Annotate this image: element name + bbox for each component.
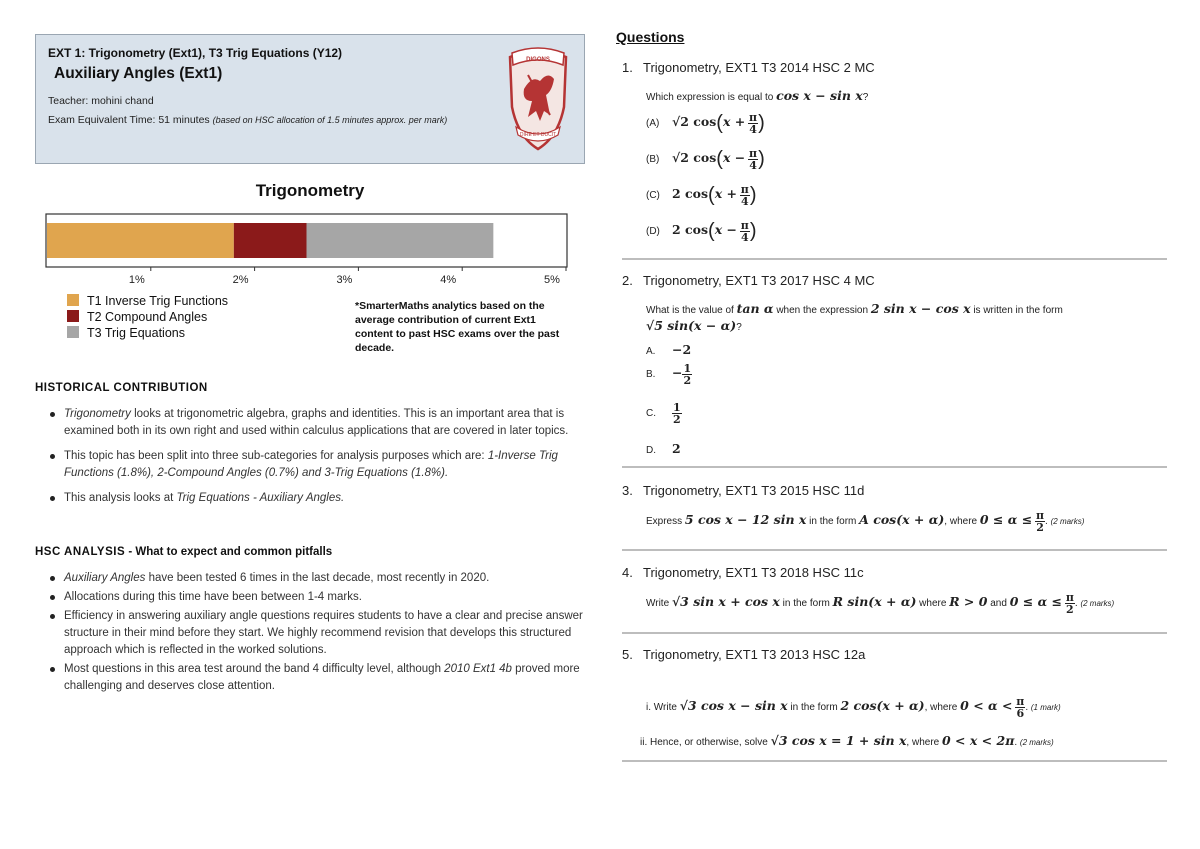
- question-5-part-i-fraction: [1015, 696, 1025, 719]
- question-1-prompt-text: Which expression is equal to: [646, 92, 774, 103]
- question-1-option-b-label: (B): [646, 154, 660, 166]
- question-1-option-c[interactable]: [646, 184, 757, 207]
- question-3-prompt-part-3: , where: [944, 516, 978, 528]
- fraction-denominator: 2: [673, 413, 681, 426]
- bar-segment-1: [47, 223, 234, 258]
- question-1-option-c-op: x +: [714, 186, 737, 202]
- historical-bullet-3-text: This analysis looks at: [64, 492, 177, 504]
- question-1-title-text: Trigonometry, EXT1 T3 2014 HSC 2 MC: [643, 60, 875, 75]
- historical-heading: HISTORICAL CONTRIBUTION: [35, 382, 208, 394]
- question-2-option-b-sign: −: [672, 365, 683, 381]
- legend-swatch-t1: [67, 294, 79, 306]
- question-1-option-b-close: ): [758, 148, 765, 170]
- question-3-title-text: Trigonometry, EXT1 T3 2015 HSC 11d: [643, 483, 865, 498]
- historical-bullet-2-text: This topic has been split into three sub-categories for analysis purposes which are:: [64, 450, 488, 462]
- question-1-option-c-fraction: [740, 184, 750, 207]
- hsc-bullet-3-text: Efficiency in answering auxiliary angle questions requires students to have a clear and precise answer structure in their mind before they start. We highly recommend revision that develops this structured approach which is reflected in the worked solutions.: [64, 610, 583, 656]
- question-3-condition: 0 ≤ α ≤: [979, 512, 1033, 528]
- question-3-marks: (2 marks): [1050, 517, 1085, 527]
- question-3-fraction: [1035, 510, 1045, 533]
- question-1-option-b-fraction: [748, 148, 758, 171]
- question-1-option-b-op: x −: [722, 150, 746, 166]
- question-3-title[interactable]: [622, 483, 864, 498]
- question-1-option-c-label: (C): [646, 190, 660, 202]
- question-3-number: 3.: [622, 483, 633, 498]
- question-2-tan-expression: tan α: [736, 301, 774, 316]
- question-2-prompt-part-2: when the expression: [776, 305, 869, 316]
- question-2-form-line: √5 sin(x − α)?: [646, 318, 742, 333]
- crest-motto-text: DIRE ET DUCIT: [519, 132, 557, 138]
- question-1-option-d-label: (D): [646, 226, 660, 238]
- question-2-option-d-label: D.: [646, 445, 656, 456]
- question-1-option-a-op: x +: [722, 114, 746, 130]
- question-4-title[interactable]: [622, 565, 864, 580]
- bar-segment-3: [307, 223, 494, 258]
- x-tick-label: 3%: [336, 274, 353, 286]
- question-2-option-c-fraction: [672, 402, 682, 425]
- question-1-option-d-op: x −: [714, 222, 737, 238]
- contribution-bar-chart: [30, 205, 590, 290]
- fraction-numerator: π: [740, 183, 749, 196]
- chart-footnote: *SmarterMaths analytics based on the average contribution of current Ext1 content to past HSC exams over the past decade.: [355, 300, 560, 354]
- question-2-option-b-label: B.: [646, 369, 656, 381]
- teacher-name: mohini chand: [91, 95, 154, 107]
- topic-header-box: [35, 34, 585, 164]
- question-1-option-d-fraction: [740, 220, 750, 243]
- school-crest-icon: [506, 45, 570, 153]
- question-4-prompt-part-3: where: [919, 598, 947, 610]
- question-5-part-ii-marks: (2 marks): [1019, 738, 1054, 747]
- question-5-title[interactable]: [622, 647, 865, 662]
- hsc-bullet-2: [50, 589, 590, 606]
- question-1-option-a-close: ): [758, 112, 765, 134]
- question-1-option-d-coef: 2 cos: [672, 222, 709, 238]
- question-4-form: R sin(x + α): [832, 594, 917, 610]
- fraction-denominator: 2: [1066, 603, 1074, 616]
- question-4-prompt: Write √3 sin x + cos x in the form R sin(x + α) where R > 0 and 0 ≤ α ≤ $\frac{\pi}{2}$ . (2 marks): [646, 591, 1115, 616]
- question-5-title-text: Trigonometry, EXT1 T3 2013 HSC 12a: [643, 647, 866, 662]
- question-1-option-b[interactable]: [646, 148, 765, 171]
- fraction-numerator: π: [749, 147, 758, 160]
- legend-label-t3: T3 Trig Equations: [87, 326, 185, 340]
- fraction-numerator: π: [1035, 509, 1045, 522]
- question-5-part-ii-text-2: , where: [906, 737, 940, 748]
- legend-label-t2: T2 Compound Angles: [87, 310, 208, 324]
- legend-item-t3: [67, 326, 185, 341]
- question-1-title[interactable]: [622, 60, 875, 75]
- hsc-analysis-heading: [35, 546, 332, 558]
- question-1-option-c-coef: 2 cos: [672, 186, 709, 202]
- question-5-part-i-expression: √3 cos x − sin x: [679, 698, 788, 714]
- questions-heading: Questions: [616, 29, 685, 45]
- hsc-analysis-heading-rest: - What to expect and common pitfalls: [125, 546, 333, 558]
- hsc-bullet-1-text: have been tested 6 times in the last decade, most recently in 2020.: [145, 572, 490, 584]
- historical-bullet-1: [50, 406, 590, 440]
- question-2-option-a-label: A.: [646, 346, 656, 357]
- question-1-option-a-label: (A): [646, 118, 660, 130]
- fraction-denominator: 4: [749, 159, 757, 172]
- fraction-denominator: 6: [1016, 707, 1025, 720]
- question-2-option-c-label: C.: [646, 408, 656, 420]
- fraction-numerator: 1: [683, 362, 692, 375]
- historical-bullet-2: [50, 448, 590, 482]
- question-4-title-text: Trigonometry, EXT1 T3 2018 HSC 11c: [643, 565, 864, 580]
- question-2-prompt-part-3: is written in the form: [973, 305, 1063, 316]
- question-1-option-a-coef: √2 cos: [672, 114, 717, 130]
- question-divider: [622, 466, 1167, 468]
- legend-swatch-t2: [67, 310, 79, 322]
- x-tick-label: 2%: [232, 274, 249, 286]
- fraction-numerator: π: [749, 111, 758, 124]
- question-1-option-c-open: (: [708, 184, 715, 206]
- question-1-option-d-close: ): [749, 220, 757, 242]
- question-4-number: 4.: [622, 565, 633, 580]
- question-2-title-text: Trigonometry, EXT1 T3 2017 HSC 4 MC: [643, 273, 875, 288]
- question-2-number: 2.: [622, 273, 633, 288]
- question-1-option-d-open: (: [708, 220, 715, 242]
- chart-title: Trigonometry: [255, 181, 365, 200]
- legend-item-t1: [67, 294, 228, 309]
- question-4-marks: (2 marks): [1080, 599, 1115, 609]
- question-5-part-ii-expression: √3 cos x = 1 + sin x: [770, 733, 907, 748]
- question-5-part-i-marks: (1 mark): [1030, 703, 1061, 713]
- question-3-expression: 5 cos x − 12 sin x: [684, 512, 807, 528]
- question-4-condition-1: R > 0: [949, 594, 988, 610]
- question-2-option-b-fraction: [682, 363, 692, 386]
- question-1-option-d[interactable]: [646, 220, 757, 243]
- question-2-title[interactable]: [622, 273, 875, 288]
- x-tick-label: 5%: [544, 274, 560, 286]
- question-2-option-d-value: 2: [672, 441, 681, 456]
- historical-bullet-3-em: Trig Equations - Auxiliary Angles.: [176, 492, 345, 504]
- teacher-line: [48, 95, 154, 107]
- question-1-option-b-open: (: [716, 148, 723, 170]
- question-5-part-i-condition: 0 < α <: [960, 698, 1013, 714]
- fraction-numerator: 1: [673, 401, 681, 414]
- question-1-option-a[interactable]: [646, 112, 765, 135]
- page-title: Auxiliary Angles (Ext1): [54, 65, 223, 82]
- historical-bullet-3: [50, 490, 590, 507]
- question-divider: [622, 549, 1167, 551]
- legend-label-t1: T1 Inverse Trig Functions: [87, 294, 229, 308]
- historical-bullet-1-em: Trigonometry: [64, 408, 131, 420]
- hsc-bullet-1-em: Auxiliary Angles: [64, 572, 146, 584]
- hsc-bullet-4-text: Most questions in this area test around the band 4 difficulty level, although: [64, 663, 445, 675]
- question-5-part-i-text-2: in the form: [790, 702, 838, 714]
- exam-time-note: (based on HSC allocation of 1.5 minutes approx. per mark): [212, 115, 448, 125]
- question-3-form: A cos(x + α): [859, 512, 945, 528]
- question-2-option-c[interactable]: [646, 402, 682, 425]
- question-divider: [622, 632, 1167, 634]
- question-1-number: 1.: [622, 60, 633, 75]
- hsc-bullet-1: [50, 570, 590, 587]
- exam-time-value: 51 minutes: [158, 114, 210, 126]
- teacher-label: Teacher:: [48, 95, 89, 107]
- fraction-denominator: 2: [1036, 521, 1044, 534]
- fraction-denominator: 4: [740, 231, 749, 244]
- question-5-part-i-label: i. Write: [646, 702, 677, 714]
- question-5-part-i-form: 2 cos(x + α): [840, 698, 925, 714]
- question-2-option-a-value: −2: [672, 342, 692, 357]
- question-4-fraction: [1065, 592, 1075, 615]
- question-2-expression: 2 sin x − cos x: [870, 301, 971, 316]
- question-2-prompt-part-1: What is the value of: [646, 305, 734, 316]
- historical-bullet-2-em: 1-Inverse Trig Functions (1.8%), 2-Compound Angles (0.7%) and 3-Trig Equations (1.8%).: [64, 450, 558, 479]
- question-divider: [622, 258, 1167, 260]
- question-4-condition-2: 0 ≤ α ≤: [1009, 594, 1063, 610]
- question-2-prompt: [646, 301, 1063, 316]
- historical-bullet-1-text: looks at trigonometric algebra, graphs and identities. This is an important area that is examined both in its own right and used within calculus applications that are covered in later topics.: [64, 408, 569, 437]
- question-3-prompt-part-1: Express: [646, 516, 683, 528]
- question-2-option-a[interactable]: [646, 342, 691, 357]
- question-4-prompt-part-1: Write: [646, 598, 670, 610]
- question-5-part-i-text-3: , where: [924, 702, 958, 714]
- fraction-numerator: π: [740, 219, 749, 232]
- exam-time-label: Exam Equivalent Time:: [48, 114, 156, 126]
- x-tick-label: 4%: [440, 274, 457, 286]
- hsc-bullet-3: [50, 608, 590, 659]
- exam-time-line: [48, 113, 488, 127]
- question-2-option-b[interactable]: [646, 363, 692, 386]
- question-divider: [622, 760, 1167, 762]
- hsc-bullet-4: [50, 661, 590, 695]
- hsc-bullet-2-text: Allocations during this time have been between 1-4 marks.: [64, 591, 362, 603]
- crest-top-text: DIGONS: [526, 57, 550, 63]
- hsc-analysis-bullets: [50, 570, 590, 697]
- question-4-expression: √3 sin x + cos x: [671, 594, 780, 610]
- question-5-part-ii: ii. Hence, or otherwise, solve √3 cos x = 1 + sin x, where 0 < x < 2π. (2 marks): [640, 733, 1054, 748]
- question-1-expression: cos x − sin x: [776, 88, 863, 103]
- course-label: EXT 1: Trigonometry (Ext1), T3 Trig Equations (Y12): [48, 46, 343, 60]
- fraction-numerator: π: [1065, 591, 1074, 604]
- fraction-denominator: 4: [740, 195, 749, 208]
- hsc-bullet-4-em: 2010 Ext1 4b: [444, 663, 512, 675]
- question-5-part-ii-label: ii. Hence, or otherwise, solve: [640, 737, 768, 748]
- question-4-prompt-part-4: and: [990, 598, 1007, 610]
- question-3-prompt-part-2: in the form: [809, 516, 857, 528]
- question-1-option-a-fraction: [748, 112, 758, 135]
- question-1-option-b-coef: √2 cos: [672, 150, 717, 166]
- legend-item-t2: [67, 310, 207, 325]
- fraction-numerator: π: [1016, 695, 1025, 708]
- question-2-option-d[interactable]: [646, 441, 681, 456]
- bar-segment-2: [234, 223, 307, 258]
- question-5-number: 5.: [622, 647, 633, 662]
- hsc-analysis-heading-bold: HSC ANALYSIS: [35, 546, 126, 558]
- x-tick-label: 1%: [128, 274, 145, 286]
- question-3-prompt: Express 5 cos x − 12 sin x in the form A cos(x + α), where 0 ≤ α ≤ $\frac{\pi}{2}$ . (2 marks): [646, 509, 1085, 534]
- hsc-bullet-4-rest: proved more challenging and deserves close attention.: [64, 663, 580, 692]
- question-5-part-i: i. Write √3 cos x − sin x in the form 2 cos(x + α), where 0 < α < $\frac{\pi}{6}$ . (1 mark): [646, 695, 1061, 720]
- fraction-denominator: 2: [683, 374, 692, 387]
- question-1-option-c-close: ): [749, 184, 757, 206]
- question-5-part-ii-condition: 0 < x < 2π: [942, 733, 1015, 748]
- question-1-option-a-open: (: [716, 112, 723, 134]
- historical-bullets: [50, 406, 590, 515]
- legend-swatch-t3: [67, 326, 79, 338]
- question-1-prompt: Which expression is equal to cos x − sin x?: [646, 88, 869, 103]
- question-4-prompt-part-2: in the form: [782, 598, 830, 610]
- question-2-form: √5 sin(x − α): [646, 318, 737, 333]
- fraction-denominator: 4: [749, 123, 757, 136]
